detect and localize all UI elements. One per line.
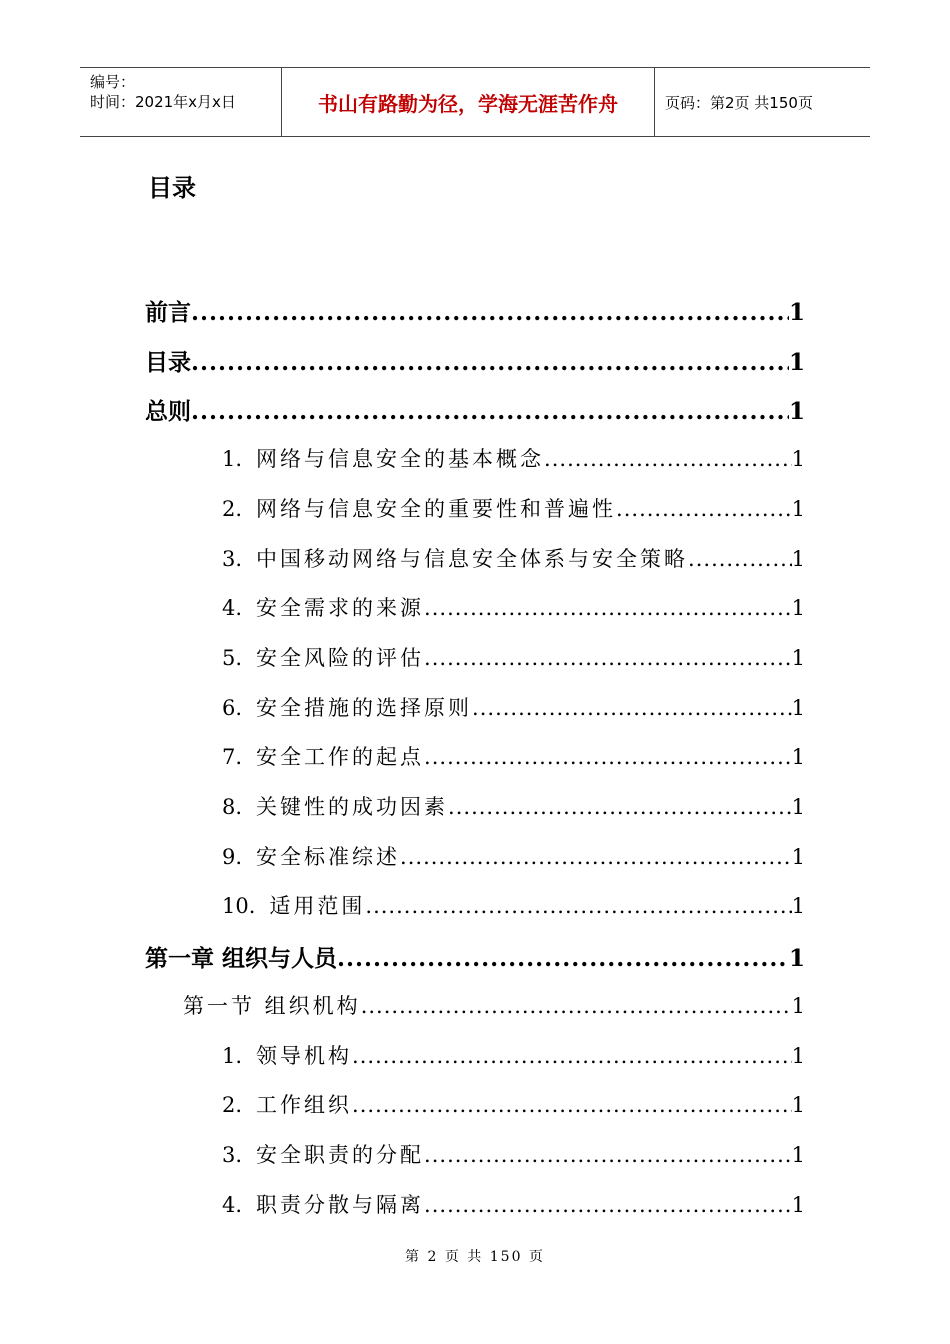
toc-entry-label: [145, 294, 191, 327]
toc-entry-text: 总则: [145, 399, 191, 425]
toc-entry[interactable]: [222, 493, 805, 523]
toc-entry[interactable]: [222, 543, 805, 573]
toc-entry-text: 适用范围: [269, 894, 366, 918]
toc-entry-number: 9.: [222, 845, 243, 869]
toc-entry-page: 1: [791, 696, 805, 720]
header-motto: 书山有路勤为径，学海无涯苦作舟: [282, 68, 655, 136]
toc-entry-label: [222, 1139, 424, 1169]
toc-entry-label: [222, 841, 400, 871]
toc-entry[interactable]: [145, 344, 805, 377]
toc-entry[interactable]: [183, 990, 805, 1020]
toc-dot-leader: [361, 994, 792, 1018]
toc-entry-label: [222, 543, 688, 573]
toc-entry-label: [222, 642, 424, 672]
toc-dot-leader: [424, 596, 792, 620]
toc-entry-label: [145, 940, 337, 973]
toc-dot-leader: [424, 1193, 792, 1217]
toc-entry-number: 10.: [222, 894, 256, 918]
toc-entry[interactable]: [222, 642, 805, 672]
toc-entry-number: 1.: [222, 447, 243, 471]
toc-entry-page: 1: [788, 349, 805, 376]
toc-entry[interactable]: [222, 741, 805, 771]
toc-dot-leader: [616, 497, 792, 521]
toc-entry-text: 网络与信息安全的重要性和普遍性: [256, 497, 617, 521]
toc-entry-label: [222, 493, 616, 523]
toc-entry-text: 安全工作的起点: [256, 745, 425, 769]
toc-entry-text: 安全措施的选择原则: [256, 696, 473, 720]
toc-entry[interactable]: [222, 841, 805, 871]
toc-entry-number: 5.: [222, 646, 243, 670]
toc-entry[interactable]: [222, 1139, 805, 1169]
toc-entry-number: 7.: [222, 745, 243, 769]
toc-entry-page: 1: [791, 447, 805, 471]
header-number: 编号：: [90, 73, 136, 91]
toc-entry-page: 1: [791, 547, 805, 571]
header-time: 时间：2021年x月x日: [90, 93, 236, 111]
toc-entry[interactable]: [222, 592, 805, 622]
toc-entry[interactable]: [222, 1189, 805, 1219]
toc-entry-text: 工作组织: [256, 1093, 353, 1117]
toc-entry[interactable]: [145, 294, 805, 327]
toc-entry-page: 1: [791, 795, 805, 819]
toc-entry-label: [222, 592, 424, 622]
toc-entry-text: 安全职责的分配: [256, 1143, 425, 1167]
toc-entry-number: 2.: [222, 1093, 243, 1117]
toc-dot-leader: [352, 1093, 792, 1117]
toc-entry-number: 6.: [222, 696, 243, 720]
toc-dot-leader: [688, 547, 792, 571]
toc-entry-label: [183, 990, 361, 1020]
toc-entry-label: [145, 344, 191, 377]
toc-entry-text: 领导机构: [256, 1044, 353, 1068]
toc-entry[interactable]: [222, 443, 805, 473]
toc-entry-number: 2.: [222, 497, 243, 521]
toc-entry-page: 1: [791, 497, 805, 521]
toc-entry-page: 1: [788, 398, 805, 425]
toc-entry-page: 1: [791, 894, 805, 918]
toc-entry-number: 4.: [222, 1193, 243, 1217]
toc-dot-leader: [191, 299, 789, 326]
toc-entry-label: [145, 393, 191, 426]
toc-dot-leader: [424, 646, 792, 670]
toc-entry-label: [222, 890, 365, 920]
toc-entry-text: 安全风险的评估: [256, 646, 425, 670]
toc-entry-page: 1: [791, 994, 805, 1018]
toc-entry-text: 前言: [145, 300, 191, 326]
toc-dot-leader: [448, 795, 792, 819]
toc-entry-text: 职责分散与隔离: [256, 1193, 425, 1217]
toc-dot-leader: [191, 349, 789, 376]
toc-entry-page: 1: [788, 945, 805, 972]
toc-entry-page: 1: [788, 299, 805, 326]
toc-dot-leader: [544, 447, 792, 471]
toc-dot-leader: [365, 894, 791, 918]
toc-entry[interactable]: [222, 1040, 805, 1070]
header-page-info: 页码：第2页 共150页: [665, 93, 813, 112]
toc-entry-number: 3.: [222, 547, 243, 571]
toc-dot-leader: [191, 398, 789, 425]
toc-dot-leader: [352, 1044, 792, 1068]
toc-entry-page: 1: [791, 845, 805, 869]
toc-entry-page: 1: [791, 646, 805, 670]
toc-entry-label: [222, 741, 424, 771]
toc-entry-text: 关键性的成功因素: [256, 795, 449, 819]
toc-entry-label: [222, 1040, 352, 1070]
toc-entry-number: 1.: [222, 1044, 243, 1068]
toc-entry[interactable]: [222, 791, 805, 821]
toc-entry-label: [222, 791, 448, 821]
toc-dot-leader: [424, 1143, 792, 1167]
toc-entry-label: [222, 443, 544, 473]
toc-entry-page: 1: [791, 1044, 805, 1068]
toc-entry[interactable]: [145, 393, 805, 426]
toc-entry[interactable]: [145, 940, 805, 973]
toc-entry-label: [222, 692, 472, 722]
toc-dot-leader: [472, 696, 792, 720]
toc-entry-number: 3.: [222, 1143, 243, 1167]
toc-entry-number: 4.: [222, 596, 243, 620]
toc-entry-page: 1: [791, 596, 805, 620]
toc-entry-number: 8.: [222, 795, 243, 819]
toc-dot-leader: [400, 845, 792, 869]
toc-entry-page: 1: [791, 1143, 805, 1167]
toc-entry-text: 安全需求的来源: [256, 596, 425, 620]
toc-entry-text: 安全标准综述: [256, 845, 401, 869]
page-title: 目录: [148, 174, 196, 202]
toc-entry-text: 第一节 组织机构: [183, 994, 361, 1018]
toc-dot-leader: [424, 745, 792, 769]
toc-entry-label: [222, 1089, 352, 1119]
toc-entry-page: 1: [791, 1193, 805, 1217]
toc-entry-text: 中国移动网络与信息安全体系与安全策略: [256, 547, 689, 571]
toc-entry-text: 第一章 组织与人员: [145, 946, 338, 972]
toc-entry[interactable]: [222, 1089, 805, 1119]
toc-entry-page: 1: [791, 1093, 805, 1117]
toc-entry-page: 1: [791, 745, 805, 769]
page-footer: 第 2 页 共 150 页: [405, 1249, 545, 1265]
toc-entry[interactable]: [222, 890, 805, 920]
toc-entry[interactable]: [222, 692, 805, 722]
toc-entry-text: 目录: [145, 350, 191, 376]
toc-entry-text: 网络与信息安全的基本概念: [256, 447, 545, 471]
toc-dot-leader: [337, 945, 789, 972]
toc-entry-label: [222, 1189, 424, 1219]
